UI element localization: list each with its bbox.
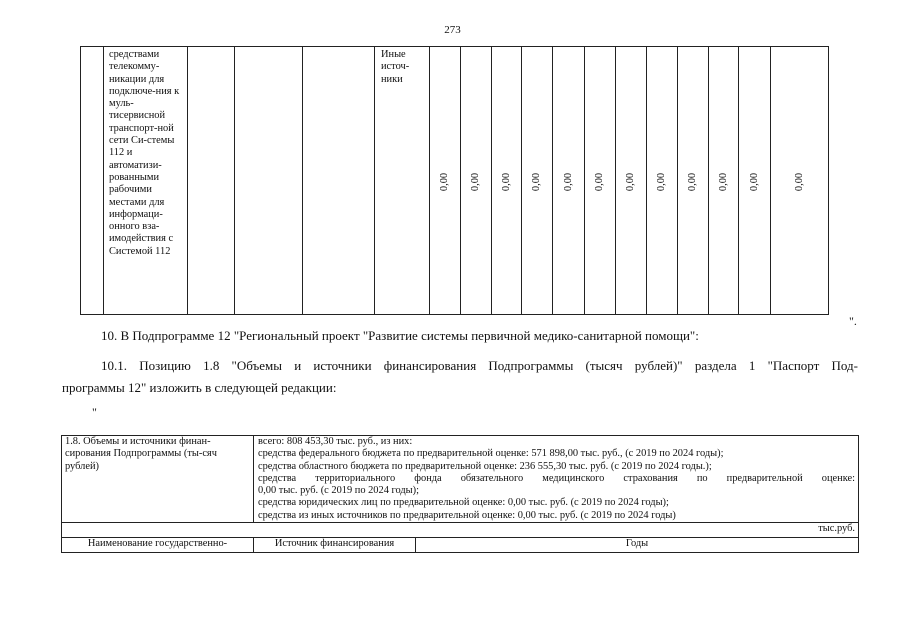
event-description-cell: средствами телекомму-никации для подключе-ния к муль-тисервисной транспорт-ной сети Си-стемы 112 и автоматизи-рованными рабочими местами для информаци-онного вза-имодействия с Системой 112	[104, 47, 188, 315]
value-cell: 0,00	[522, 47, 553, 315]
value-cell: 0,00	[739, 47, 771, 315]
header-name: Наименование государственно-	[62, 538, 254, 553]
value-cell: 0,00	[647, 47, 678, 315]
page-number: 273	[444, 24, 461, 36]
paragraph-10-1-line1: 10.1. Позицию 1.8 "Объемы и источники финансирования Подпрограммы (тысяч рублей)" раздела 1 "Паспорт Под-	[101, 358, 858, 373]
passport-label-cell: 1.8. Объемы и источники финан-сирования Подпрограммы (ты-сяч рублей)	[62, 436, 254, 523]
empty-cell	[235, 47, 303, 315]
paragraph-10: 10. В Подпрограмме 12 "Региональный проект "Развитие системы первичной медико-санитарной помощи":	[101, 328, 699, 343]
passport-line: средства федерального бюджета по предварительной оценке: 571 898,00 тыс. руб., (с 2019 по 2024 годы);	[258, 448, 724, 460]
paragraph-10-1	[62, 355, 858, 399]
value-cell: 0,00	[430, 47, 461, 315]
passport-line: средства территориального фонда обязательного медицинского страхования по предварительной оценке:	[258, 472, 855, 484]
empty-cell	[188, 47, 235, 315]
value-cell: 0,00	[616, 47, 647, 315]
value-cell: 0,00	[771, 47, 829, 315]
value-cell: 0,00	[492, 47, 522, 315]
opening-quote: "	[92, 405, 97, 419]
closing-quote: ".	[849, 314, 857, 328]
value-cell: 0,00	[709, 47, 739, 315]
passport-line: 0,00 тыс. руб. (с 2019 по 2024 годы);	[258, 485, 420, 497]
unit-label: тыс.руб.	[62, 523, 859, 538]
value-cell: 0,00	[553, 47, 585, 315]
value-cell: 0,00	[678, 47, 709, 315]
passport-line: всего: 808 453,30 тыс. руб., из них:	[258, 436, 413, 447]
header-source: Источник финансирования	[254, 538, 416, 553]
header-years: Годы	[416, 538, 859, 553]
passport-line: средства областного бюджета по предварительной оценке: 236 555,30 тыс. руб. (с 2019 по 2024 годы.);	[258, 460, 712, 472]
empty-cell	[81, 47, 104, 315]
value-cell: 0,00	[461, 47, 492, 315]
financing-table-fragment	[80, 46, 829, 315]
funding-source-cell: Иные источ-ники	[375, 47, 430, 315]
passport-value-cell	[254, 436, 859, 523]
paragraph-10-1-line2: программы 12" изложить в следующей редакции:	[62, 380, 337, 395]
value-cell: 0,00	[585, 47, 616, 315]
passport-table	[61, 435, 859, 553]
passport-line: средства юридических лиц по предварительной оценке: 0,00 тыс. руб. (с 2019 по 2024 годы);	[258, 497, 669, 509]
passport-line: средства из иных источников по предварительной оценке: 0,00 тыс. руб. (с 2019 по 2024 годы)	[258, 509, 676, 521]
empty-cell	[303, 47, 375, 315]
